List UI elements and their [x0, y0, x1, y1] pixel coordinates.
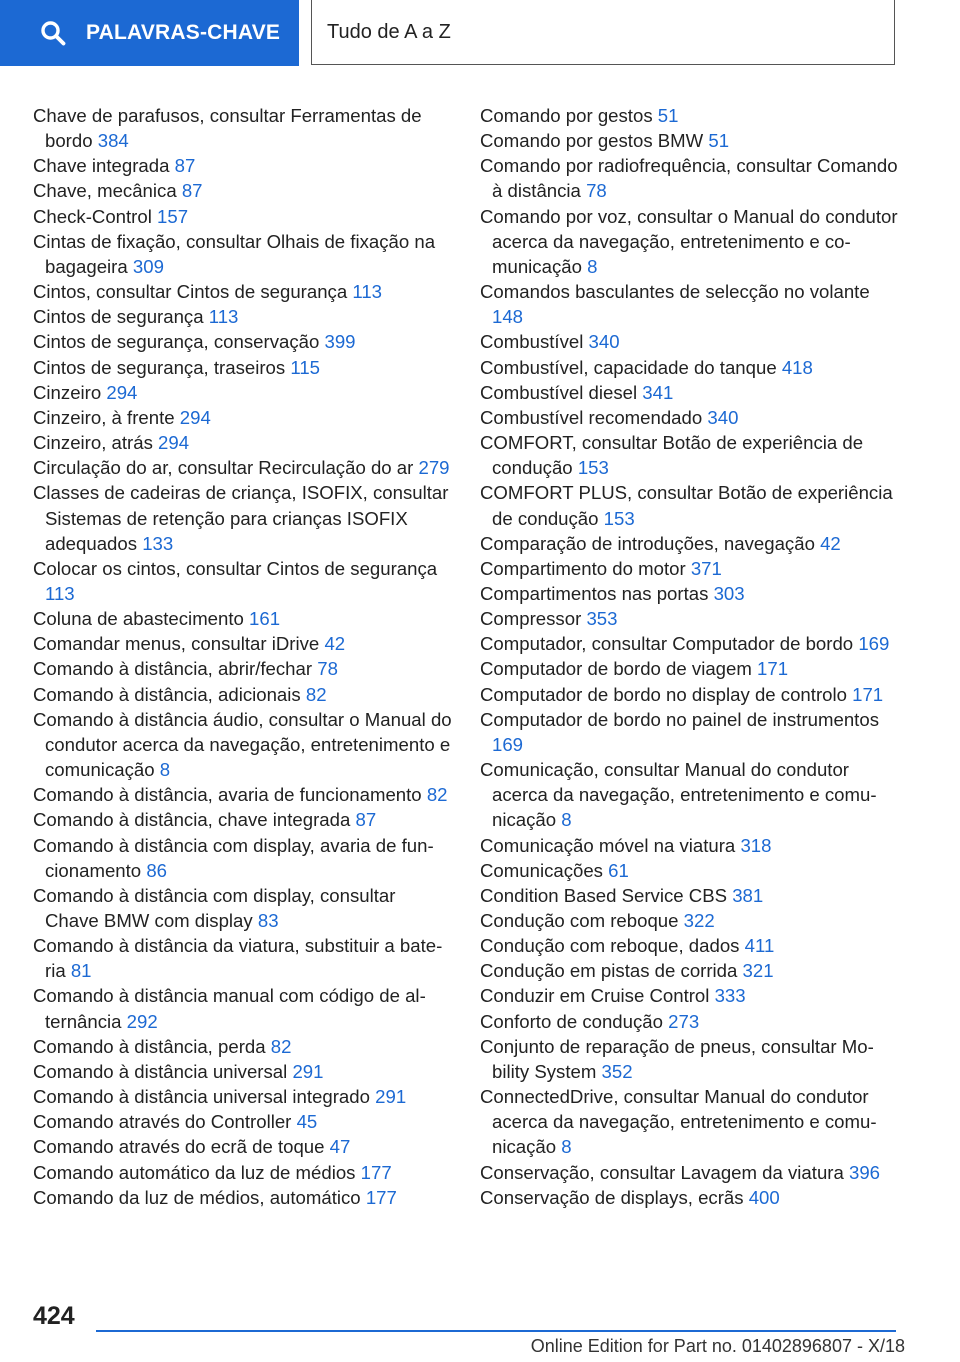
page-link[interactable]: 396 — [849, 1161, 881, 1183]
page-link[interactable]: 294 — [106, 381, 138, 403]
index-entry — [33, 782, 453, 807]
page-link[interactable]: 294 — [179, 406, 211, 428]
page-link[interactable]: 87 — [181, 180, 203, 202]
page-link[interactable]: 161 — [249, 608, 281, 630]
edition-footer: Online Edition for Part no. 01402896807 - X/18 — [530, 1336, 905, 1356]
index-term: Chave de parafusos, consultar Ferramentas de bordo — [33, 105, 422, 152]
index-entry — [33, 1109, 453, 1134]
index-term: Comando através do Controller — [33, 1111, 292, 1133]
index-entry — [33, 1084, 453, 1109]
index-term: Computador, consultar Computador de bordo — [480, 633, 854, 655]
page-link[interactable]: 273 — [668, 1010, 700, 1032]
index-term: Classes de cadeiras de criança, ISOFIX, consultar Sistemas de retenção para crianças ISOFIX adequados — [33, 482, 449, 554]
page-link[interactable]: 8 — [561, 809, 572, 831]
index-term: Comando à distância, perda — [33, 1035, 266, 1057]
index-entry — [480, 103, 900, 128]
index-term: Comando à distância com display, consultar Chave BMW com display — [33, 884, 396, 931]
page-link[interactable]: 171 — [757, 658, 789, 680]
index-entry — [33, 1034, 453, 1059]
index-entry — [480, 1185, 900, 1210]
index-entry — [480, 833, 900, 858]
index-entry — [33, 883, 453, 933]
index-term: Chave, mecânica — [33, 180, 177, 202]
index-term: Cinzeiro, atrás — [33, 432, 153, 454]
header — [0, 0, 960, 66]
index-term: Conduzir em Cruise Control — [480, 985, 710, 1007]
index-term: Comunicação móvel na viatura — [480, 834, 736, 856]
index-entry — [480, 531, 900, 556]
index-entry — [33, 933, 453, 983]
page-link[interactable]: 418 — [781, 356, 813, 378]
index-term: Comando à distância com display, avaria de funcionamento — [33, 834, 434, 881]
index-term: Circulação do ar, consultar Recirculação do ar — [33, 457, 414, 479]
page-link[interactable]: 303 — [713, 582, 745, 604]
page-link[interactable]: 399 — [324, 331, 356, 353]
index-term: Coluna de abastecimento — [33, 608, 244, 630]
index-entry — [33, 682, 453, 707]
page-link[interactable]: 8 — [159, 759, 171, 781]
page-link[interactable]: 113 — [45, 582, 75, 604]
index-term: Combustível — [480, 331, 584, 353]
index-entry — [33, 355, 453, 380]
tab-a-to-z[interactable] — [311, 0, 895, 65]
index-term: Chave integrada — [33, 155, 170, 177]
index-entry — [480, 983, 900, 1008]
page-link[interactable]: 291 — [375, 1086, 407, 1108]
footer-divider — [96, 1330, 896, 1332]
index-term: Comando à distância da viatura, substituir a bateria — [33, 935, 443, 982]
index-term: Cinzeiro, à frente — [33, 406, 175, 428]
index-term: Cintas de fixação, consultar Olhais de fixação na bagageira — [33, 230, 436, 277]
index-entry — [33, 556, 453, 606]
index-term: Comando automático da luz de médios — [33, 1161, 356, 1183]
page-link[interactable]: 148 — [492, 306, 524, 328]
page-link[interactable]: 157 — [157, 205, 189, 227]
index-term: Compressor — [480, 608, 582, 630]
index-entry — [33, 405, 453, 430]
index-entry — [33, 606, 453, 631]
index-term: Comando por gestos BMW — [480, 130, 704, 152]
index-entry — [480, 933, 900, 958]
index-term: Condução com reboque, dados — [480, 935, 740, 957]
index-term: Comando por voz, consultar o Manual do condutor acerca da navegação, entretenimento e comunicação — [480, 205, 898, 277]
index-entry — [480, 908, 900, 933]
page-link[interactable]: 82 — [270, 1035, 292, 1057]
index-entry — [480, 430, 900, 480]
index-term: Compartimentos nas portas — [480, 582, 709, 604]
index-term: Conjunto de reparação de pneus, consultar Mobility System — [480, 1035, 874, 1082]
page-link[interactable]: 42 — [324, 633, 346, 655]
index-entry — [480, 556, 900, 581]
index-entry — [33, 380, 453, 405]
index-term: COMFORT, consultar Botão de experiência de condução — [480, 432, 864, 479]
index-entry — [480, 606, 900, 631]
index-entry — [480, 405, 900, 430]
page-link[interactable]: 8 — [561, 1136, 572, 1158]
index-term: COMFORT PLUS, consultar Botão de experiência de condução — [480, 482, 893, 529]
index-term: Comando por radiofrequência, consultar Comando à distância — [480, 155, 898, 202]
index-entry — [33, 304, 453, 329]
index-entry — [33, 833, 453, 883]
index-entry — [33, 229, 453, 279]
index-entry — [480, 757, 900, 832]
index-entry — [480, 1160, 900, 1185]
index-term: Comparação de introduções, navegação — [480, 532, 815, 554]
index-term: ConnectedDrive, consultar Manual do condutor acerca da navegação, entretenimento e comunicação — [480, 1086, 877, 1158]
index-entry — [480, 480, 900, 530]
index-term: Comando da luz de médios, automático — [33, 1186, 361, 1208]
index-entry — [480, 128, 900, 153]
index-term: Comando à distância universal integrado — [33, 1086, 370, 1108]
page-link[interactable]: 341 — [642, 381, 674, 403]
page-link[interactable]: 82 — [426, 784, 448, 806]
page-link[interactable]: 371 — [690, 557, 722, 579]
index-term: Combustível, capacidade do tanque — [480, 356, 777, 378]
page-link[interactable]: 51 — [708, 130, 730, 152]
index-entry — [480, 204, 900, 279]
index-entry — [33, 329, 453, 354]
page-link[interactable]: 352 — [601, 1060, 633, 1082]
page-link[interactable]: 322 — [683, 910, 715, 931]
index-entry — [33, 178, 453, 203]
index-entry — [33, 103, 453, 153]
index-entry — [33, 455, 453, 480]
page-link[interactable]: 42 — [820, 532, 841, 554]
index-entry — [480, 581, 900, 606]
index-entry — [480, 1034, 900, 1084]
index-term: Comando à distância, adicionais — [33, 683, 301, 705]
page-link[interactable]: 171 — [852, 683, 884, 705]
page-link[interactable]: 169 — [492, 733, 524, 755]
index-entry — [33, 204, 453, 229]
index-term: Cintos, consultar Cintos de segurança — [33, 281, 348, 303]
index-term: Comandar menus, consultar iDrive — [33, 633, 320, 655]
page-link[interactable]: 292 — [126, 1010, 158, 1032]
index-entry — [33, 1160, 453, 1185]
page-link[interactable]: 381 — [732, 884, 764, 906]
index-term: Colocar os cintos, consultar Cintos de segurança — [33, 557, 438, 579]
page-link[interactable]: 86 — [146, 859, 167, 881]
page-link[interactable]: 113 — [352, 281, 383, 303]
index-entry — [480, 355, 900, 380]
index-entry — [33, 153, 453, 178]
page-link[interactable]: 177 — [365, 1186, 397, 1208]
index-term: Comando por gestos — [480, 105, 653, 126]
index-entry — [480, 279, 900, 329]
index-entry — [33, 1059, 453, 1084]
index-term: Comando através do ecrã de toque — [33, 1136, 325, 1158]
page-link[interactable]: 177 — [360, 1161, 392, 1183]
index-entry — [33, 707, 453, 782]
index-entry — [33, 279, 453, 304]
index-term: Computador de bordo no painel de instrumentos — [480, 708, 879, 730]
page-link[interactable]: 81 — [70, 960, 92, 982]
page-link[interactable]: 353 — [586, 608, 618, 630]
page-link[interactable]: 45 — [296, 1111, 318, 1133]
tab-a-to-z-label: Tudo de A a Z — [327, 20, 451, 43]
page-number: 424 — [33, 1302, 75, 1330]
page-link[interactable]: 294 — [158, 432, 190, 454]
index-entry — [480, 1009, 900, 1034]
page-link[interactable]: 8 — [587, 255, 598, 277]
page-link[interactable]: 133 — [142, 532, 174, 554]
index-entry — [480, 858, 900, 883]
tab-keywords[interactable] — [0, 0, 299, 66]
index-entry — [33, 807, 453, 832]
index-term: Conservação, consultar Lavagem da viatura — [480, 1161, 844, 1183]
index-term: Combustível recomendado — [480, 406, 703, 428]
page-link[interactable]: 83 — [257, 910, 279, 931]
page-link[interactable]: 87 — [174, 155, 196, 177]
index-entry — [480, 656, 900, 681]
page-link[interactable]: 51 — [657, 105, 679, 126]
index-term: Comando à distância, avaria de funcionamento — [33, 784, 422, 806]
page-link[interactable]: 340 — [588, 331, 620, 353]
index-term: Comando à distância manual com código de alternância — [33, 985, 426, 1032]
tab-keywords-label: PALAVRAS-CHAVE — [86, 21, 281, 44]
page-link[interactable]: 279 — [418, 457, 450, 479]
page-link[interactable]: 61 — [608, 859, 629, 881]
index-term: Computador de bordo no display de controlo — [480, 683, 847, 705]
index-term: Comunicações — [480, 859, 603, 881]
index-term: Cinzeiro — [33, 381, 102, 403]
page-link[interactable]: 153 — [603, 507, 635, 529]
index-entry — [33, 983, 453, 1033]
page-link[interactable]: 333 — [714, 985, 746, 1007]
page-link[interactable]: 82 — [305, 683, 327, 705]
page-link[interactable]: 113 — [208, 306, 239, 328]
page-link[interactable]: 309 — [132, 255, 164, 277]
page-link[interactable]: 291 — [292, 1060, 324, 1082]
index-entry — [480, 682, 900, 707]
page-link[interactable]: 47 — [329, 1136, 351, 1158]
index-term: Comandos basculantes de selecção no volante — [480, 281, 870, 303]
index-term: Condução com reboque — [480, 910, 679, 931]
index-entry — [480, 631, 900, 656]
index-entry — [33, 1134, 453, 1159]
index-entry — [33, 656, 453, 681]
index-term: Cintos de segurança, traseiros — [33, 356, 286, 378]
index-entry — [480, 883, 900, 908]
page-link[interactable]: 115 — [290, 356, 321, 378]
index-entry — [480, 153, 900, 203]
page-link[interactable]: 78 — [586, 180, 607, 202]
page-link[interactable]: 318 — [740, 834, 772, 856]
index-entry — [480, 707, 900, 757]
index-term: Comando à distância, abrir/fechar — [33, 658, 313, 680]
index-term: Computador de bordo de viagem — [480, 658, 752, 680]
page-link[interactable]: 169 — [858, 633, 890, 655]
index-term: Comando à distância universal — [33, 1060, 288, 1082]
index-entry — [33, 1185, 453, 1210]
index-entry — [480, 958, 900, 983]
index-entry — [33, 430, 453, 455]
page-link[interactable]: 87 — [355, 809, 377, 831]
index-term: Condução em pistas de corrida — [480, 960, 738, 982]
index-term: Combustível diesel — [480, 381, 638, 403]
index-entry — [33, 631, 453, 656]
index-entry — [480, 329, 900, 354]
index-column-right — [480, 103, 900, 1210]
page-link[interactable]: 411 — [744, 935, 775, 957]
index-entry — [480, 1084, 900, 1159]
index-term: Check-Control — [33, 205, 152, 227]
index-term: Comunicação, consultar Manual do condutor acerca da navegação, entretenimento e comunicação — [480, 759, 877, 831]
index-term: Conservação de displays, ecrãs — [480, 1186, 744, 1208]
index-term: Condition Based Service CBS — [480, 884, 728, 906]
page-link[interactable]: 78 — [317, 658, 338, 680]
index-term: Conforto de condução — [480, 1010, 663, 1032]
index-term: Comando à distância áudio, consultar o Manual do condutor acerca da navegação, entretenimento e comunicação — [33, 708, 452, 781]
index-term: Compartimento do motor — [480, 557, 686, 579]
index-term: Cintos de segurança, conservação — [33, 331, 320, 353]
index-term: Comando à distância, chave integrada — [33, 809, 351, 831]
search-icon — [40, 20, 66, 46]
index-column-left — [33, 103, 453, 1210]
index-term: Cintos de segurança — [33, 306, 204, 328]
index-entry — [480, 380, 900, 405]
page-link[interactable]: 153 — [577, 457, 609, 479]
page-link[interactable]: 321 — [742, 960, 774, 982]
page-link[interactable]: 400 — [748, 1186, 780, 1208]
index-entry — [33, 480, 453, 555]
page-link[interactable]: 340 — [707, 406, 739, 428]
page-link[interactable]: 384 — [97, 130, 129, 152]
